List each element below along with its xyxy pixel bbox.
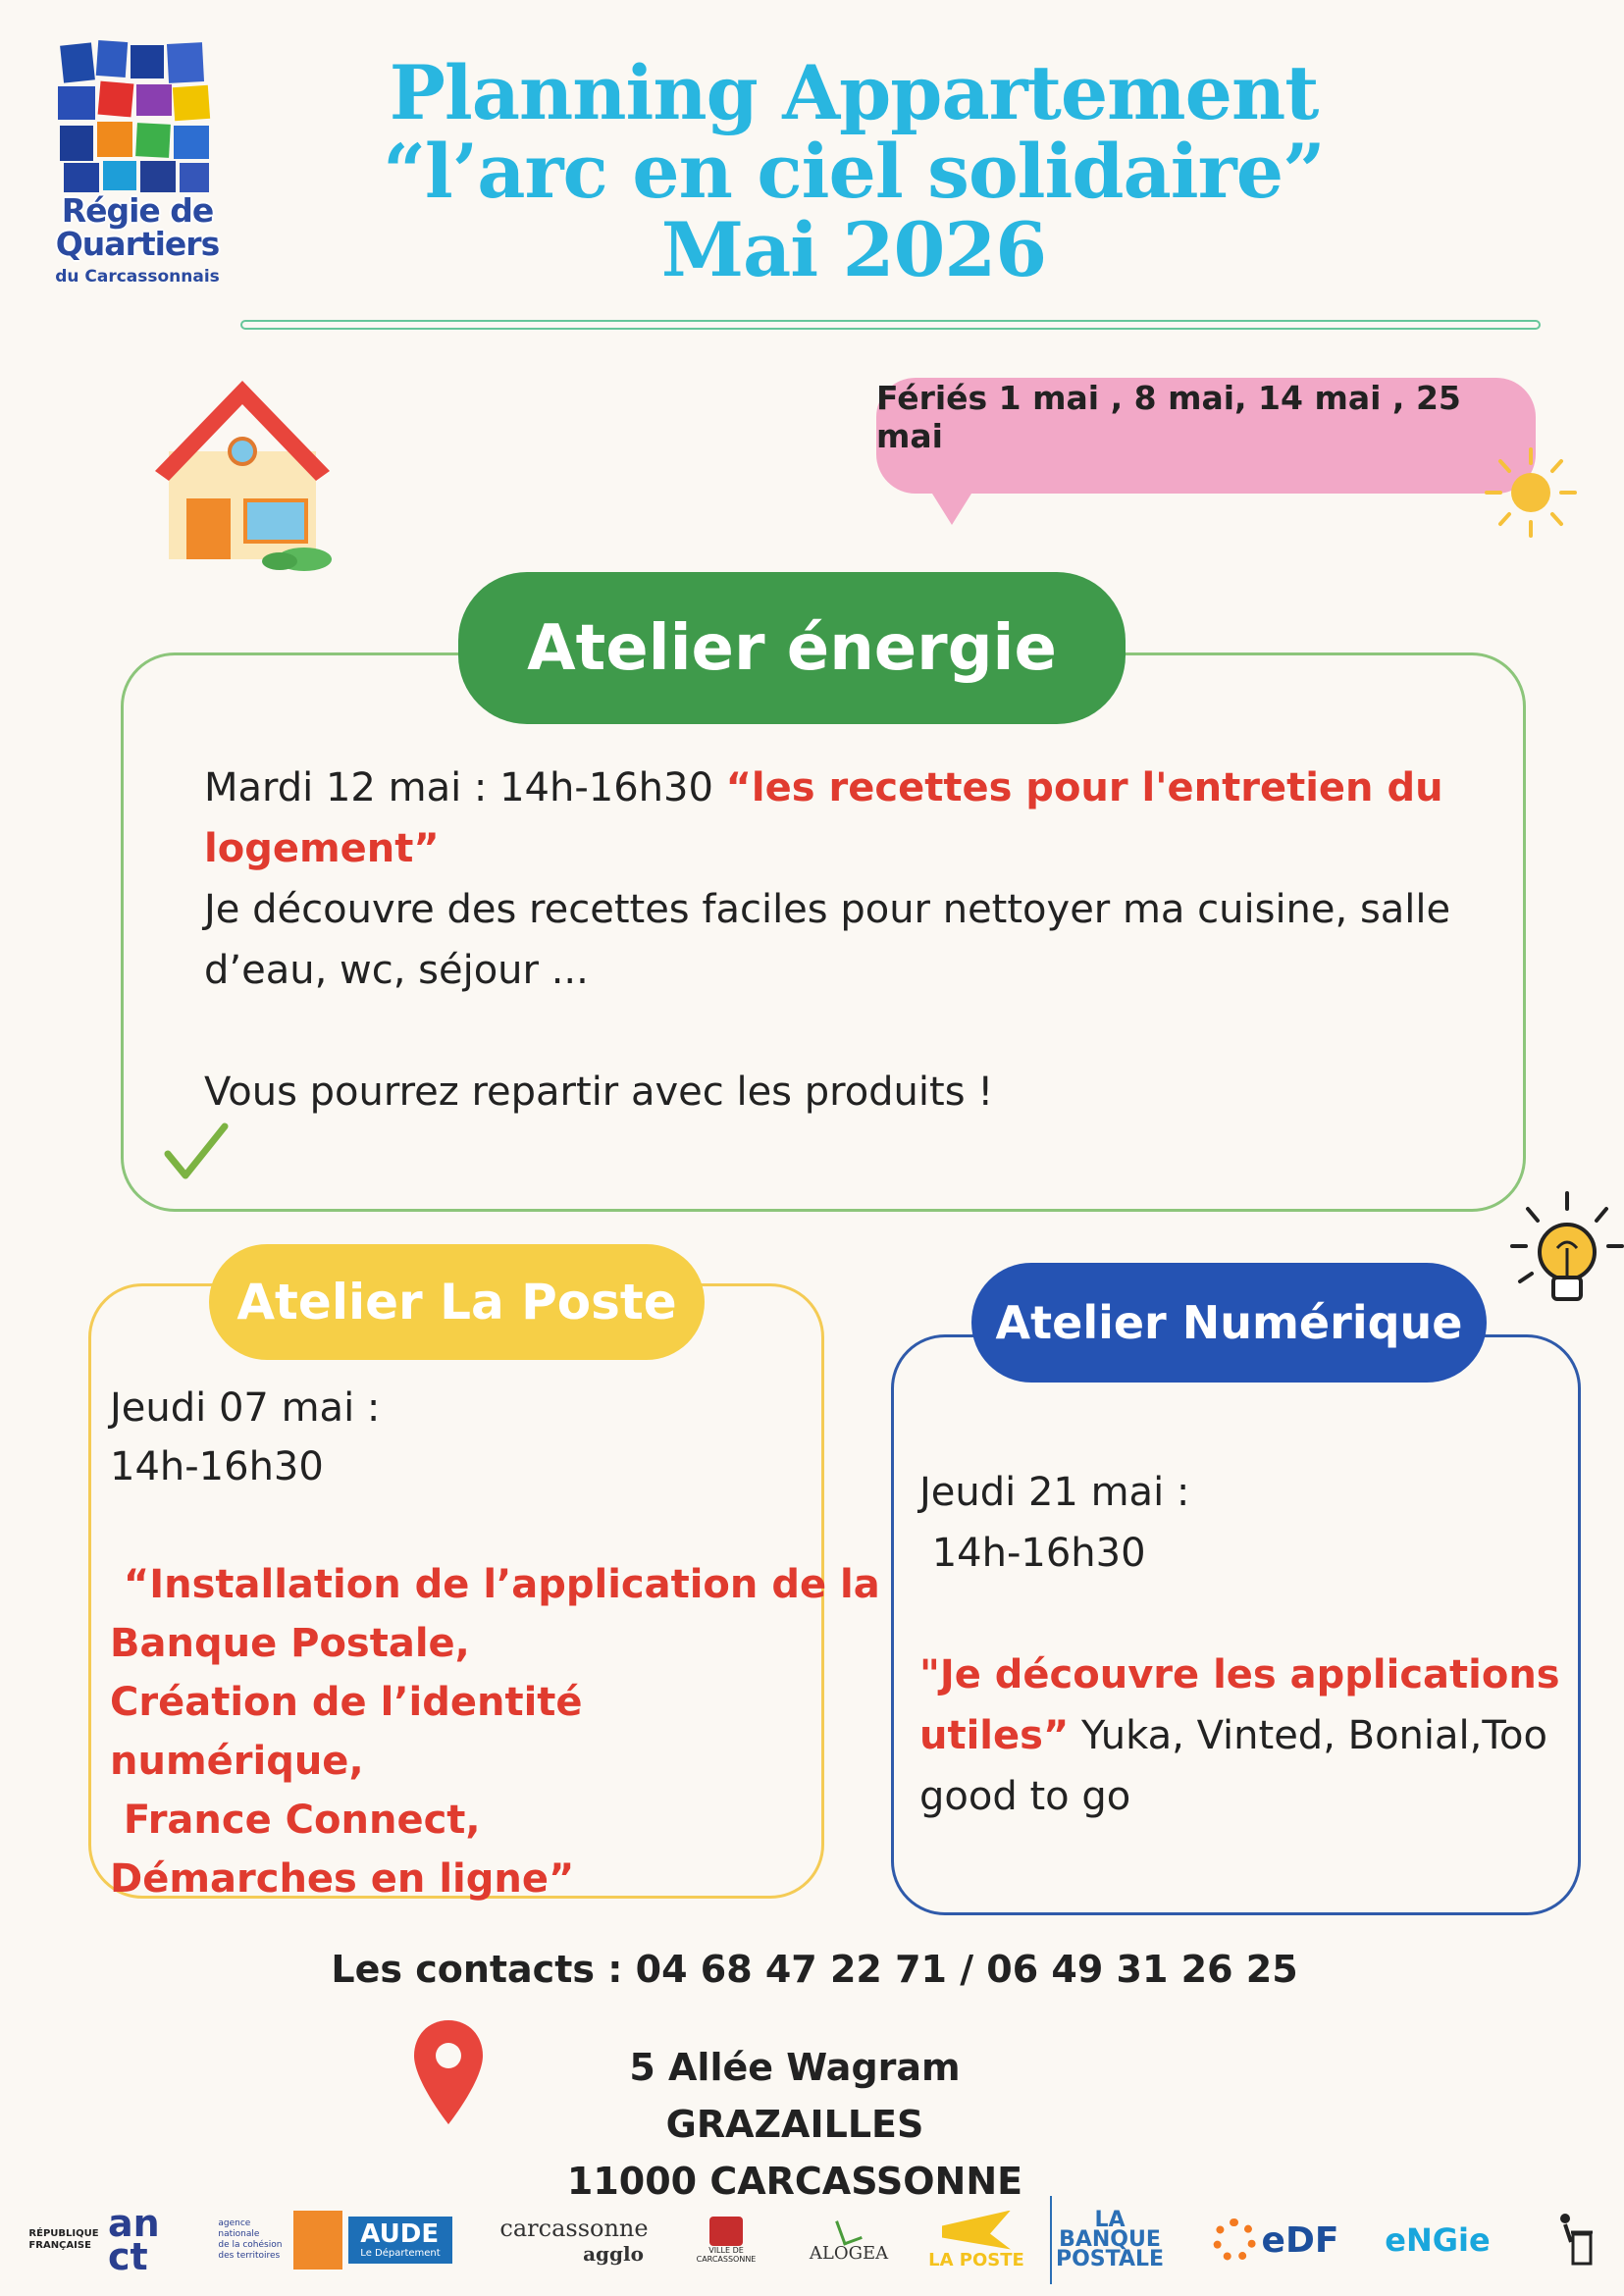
edf-name: eDF bbox=[1261, 2219, 1339, 2261]
aude-name: AUDE bbox=[360, 2219, 440, 2249]
logo-mosaic bbox=[54, 39, 221, 206]
engie-logo bbox=[1374, 2196, 1501, 2284]
holidays-text: Fériés 1 mai , 8 mai, 14 mai , 25 mai bbox=[876, 379, 1461, 455]
energy-date: Mardi 12 mai : 14h-16h30 bbox=[204, 765, 726, 810]
republique-logo bbox=[29, 2196, 98, 2284]
lbp-line2: BANQUE bbox=[1059, 2227, 1161, 2252]
energy-topic: “les recettes pour l'entretien du logement” bbox=[204, 765, 1443, 871]
numerique-time: 14h-16h30 bbox=[919, 1531, 1146, 1576]
checkmark-icon bbox=[162, 1119, 231, 1187]
logo-subtitle: du Carcassonnais bbox=[55, 267, 220, 287]
agglo-name: agglo bbox=[583, 2242, 644, 2266]
bubble-tail bbox=[927, 486, 976, 525]
aude-sub: Le Département bbox=[360, 2248, 441, 2259]
title-line1: Planning Appartement bbox=[389, 49, 1319, 136]
laposte-name: LA POSTE bbox=[928, 2249, 1024, 2270]
anct-logo bbox=[108, 2196, 294, 2284]
aude-logo bbox=[280, 2196, 466, 2284]
sun-icon bbox=[1477, 442, 1585, 540]
alogea-logo bbox=[795, 2196, 903, 2284]
numerique-heading: Atelier Numérique bbox=[971, 1263, 1487, 1383]
poste-content bbox=[110, 1379, 880, 1908]
logo-name bbox=[54, 191, 221, 263]
ville-name: VILLE DE CARCASSONNE bbox=[696, 2246, 757, 2264]
logo-name-line2: Quartiers bbox=[55, 225, 220, 263]
address-line1: 5 Allée Wagram GRAZAILLES bbox=[629, 2046, 961, 2146]
poste-topic-line4: France Connect, bbox=[110, 1798, 481, 1843]
numerique-apps: Yuka, Vinted, Bonial,Too good to go bbox=[919, 1713, 1547, 1819]
alogea-name: ALOGEA bbox=[809, 2242, 889, 2264]
energy-description: Je découvre des recettes faciles pour nettoyer ma cuisine, salle d’eau, wc, séjour ... bbox=[204, 887, 1451, 993]
trash-icon bbox=[1555, 2211, 1595, 2270]
edf-logo bbox=[1197, 2196, 1354, 2284]
carcassonne-name: carcassonne bbox=[499, 2215, 649, 2242]
logo-name-line1: Régie de bbox=[61, 191, 214, 230]
address bbox=[500, 2039, 1089, 2210]
regie-logo bbox=[54, 39, 221, 304]
title-line2: “l’arc en ciel solidaire” bbox=[383, 128, 1325, 215]
anct-desc-line3: des territoires bbox=[218, 2251, 281, 2261]
poste-topic-line2: Banque Postale, bbox=[110, 1621, 470, 1666]
title-line3: Mai 2026 bbox=[660, 206, 1047, 293]
poste-time: 14h-16h30 bbox=[110, 1444, 324, 1489]
house-icon bbox=[147, 373, 339, 574]
anct-desc-line1: agence nationale bbox=[218, 2218, 260, 2239]
contacts-line: Les contacts : 04 68 47 22 71 / 06 49 31 26 25 bbox=[331, 1948, 1298, 1991]
holidays-bubble bbox=[876, 378, 1536, 494]
rf-line2: FRANÇAISE bbox=[28, 2240, 91, 2251]
anct-mark: an ct bbox=[108, 2202, 160, 2278]
rf-line1: RÉPUBLIQUE bbox=[28, 2228, 99, 2239]
ville-carcassonne-logo bbox=[677, 2196, 775, 2284]
numerique-topic: "Je découvre les applications utiles” bbox=[919, 1652, 1560, 1758]
carcassonne-agglo-logo bbox=[476, 2196, 672, 2284]
poste-heading: Atelier La Poste bbox=[209, 1244, 705, 1360]
page-title bbox=[275, 49, 1433, 293]
anct-desc-line2: de la cohésion bbox=[218, 2240, 283, 2250]
lbp-line1: LA bbox=[1094, 2208, 1126, 2232]
banque-postale-logo bbox=[1050, 2196, 1168, 2284]
poste-topic-line1: “Installation de l’application de la bbox=[110, 1562, 880, 1607]
numerique-content bbox=[919, 1462, 1577, 1827]
numerique-date: Jeudi 21 mai : bbox=[919, 1470, 1190, 1515]
poste-topic-line3: Création de l’identité numérique, bbox=[110, 1680, 583, 1784]
energy-note: Vous pourrez repartir avec les produits ! bbox=[204, 1070, 994, 1115]
engie-name: eNGie bbox=[1385, 2221, 1491, 2259]
laposte-logo bbox=[913, 2196, 1040, 2284]
lbp-line3: POSTALE bbox=[1055, 2247, 1165, 2271]
poste-date: Jeudi 07 mai : bbox=[110, 1385, 381, 1431]
title-divider bbox=[240, 320, 1541, 330]
address-line2: 11000 CARCASSONNE bbox=[566, 2160, 1023, 2203]
partner-logos bbox=[29, 2196, 1599, 2284]
poste-topic-line5: Démarches en ligne” bbox=[110, 1856, 575, 1902]
lightbulb-icon bbox=[1506, 1187, 1624, 1315]
energy-heading: Atelier énergie bbox=[458, 572, 1126, 724]
location-pin-icon bbox=[410, 2016, 487, 2134]
energy-content bbox=[204, 757, 1499, 1122]
